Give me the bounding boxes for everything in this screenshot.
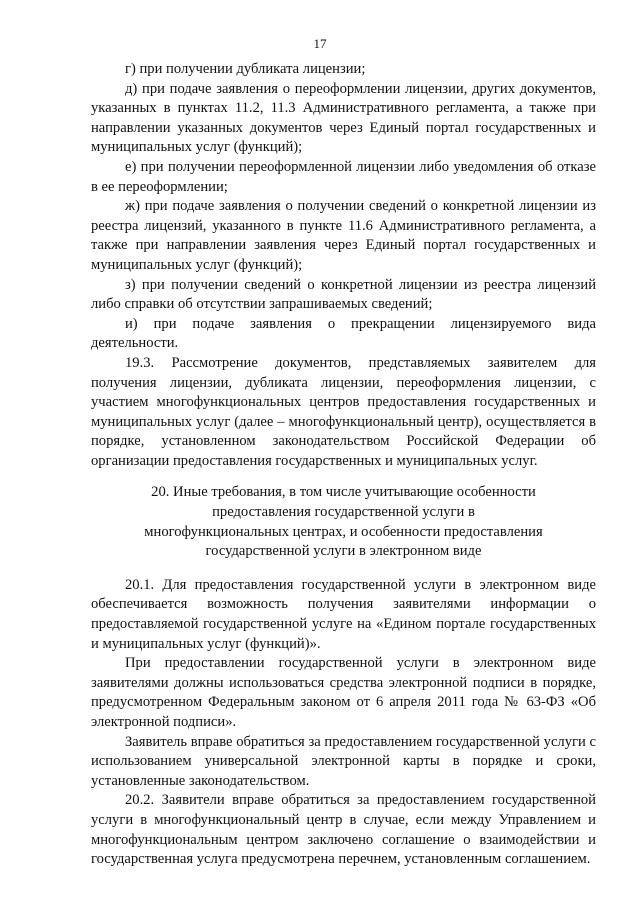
paragraph-20-2: 20.2. Заявители вправе обратиться за предоставлением государственной услуги в многофункциональный центр в случае, если между Управлением и многофункциональным центром заключено соглашение о взаимодействии и государственная услуга предусмотрена перечнем, установленным соглашением.	[91, 792, 596, 868]
paragraph-item-g: г) при получении дубликата лицензии;	[125, 61, 366, 77]
page-number: 17	[313, 36, 327, 51]
paragraph-universal-card: Заявитель вправе обратиться за предоставлением государственной услуги с использованием универсальной электронной карты в порядке и сроки, установленные законодательством.	[91, 733, 596, 789]
paragraph-item-e: е) при получении переоформленной лицензии либо уведомления об отказе в ее переоформлении;	[91, 158, 596, 195]
paragraph-electronic-signature: При предоставлении государственной услуги в электронном виде заявителями должны использоваться средства электронной подписи в порядке, предусмотренном Федеральным законом от 6 апреля 2011 года № 63-ФЗ «Об электронной подписи».	[91, 655, 596, 730]
paragraph-item-z: з) при получении сведений о конкретной лицензии из реестра лицензий либо справки об отсутствии запрашиваемых сведений;	[91, 276, 596, 313]
section-heading-20: 20. Иные требования, в том числе учитывающие особенности предоставления государственной услуги в многофункциональных центрах, и особенности предоставления государственной услуги в электронном виде	[144, 484, 543, 560]
paragraph-item-i: и) при подаче заявления о прекращении лицензируемого вида деятельности.	[91, 315, 596, 352]
paragraph-item-d: д) при подаче заявления о переоформлении лицензии, других документов, указанных в пунктах 11.2, 11.3 Административного регламента, а также при направлении указанных документов через Единый портал государственных и муниципальных услуг (функций);	[91, 80, 596, 156]
document-body	[91, 60, 596, 870]
paragraph-20-1: 20.1. Для предоставления государственной услуги в электронном виде обеспечивается возможность получения заявителями информации о предоставляемой государственной услуге на «Едином портале государственных и муниципальных услуг (функций)».	[91, 576, 596, 652]
paragraph-item-zh: ж) при подаче заявления о получении сведений о конкретной лицензии из реестра лицензий, указанного в пункте 11.6 Административного регламента, а также при направлении заявления через Единый портал государственных и муниципальных услуг (функций);	[91, 198, 596, 273]
paragraph-19-3: 19.3. Рассмотрение документов, представляемых заявителем для получения лицензии, дубликата лицензии, переоформления лицензии, с участием многофункциональных центров предоставления государственных и муниципальных услуг (далее – многофункциональный центр), осуществляется в порядке, установленном законодательством Российской Федерации об организации предоставления государственных и муниципальных услуг.	[91, 354, 596, 469]
